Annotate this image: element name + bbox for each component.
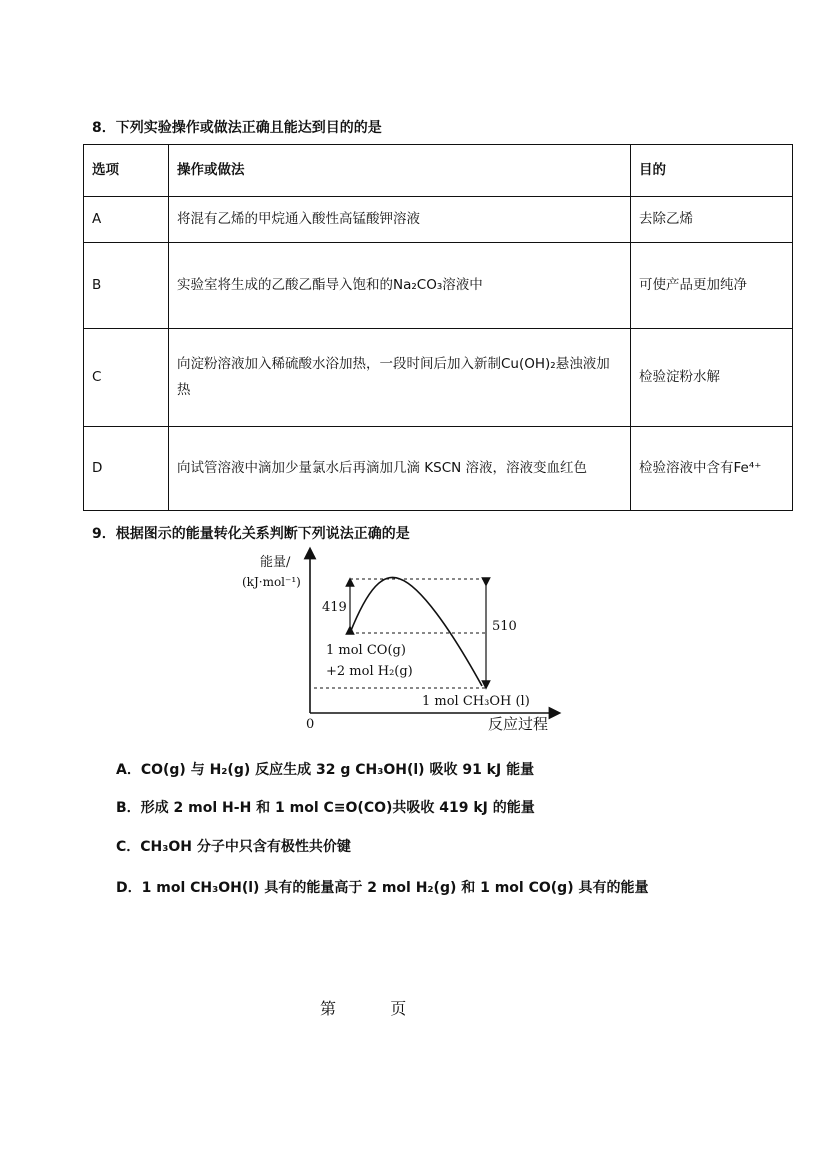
row-option: B [84,243,169,329]
choice-a: A．CO(g) 与 H₂(g) 反应生成 32 g CH₃OH(l) 吸收 91 kJ 能量 [116,762,535,778]
row-operation: 将混有乙烯的甲烷通入酸性高锰酸钾溶液 [169,197,631,243]
table-header-row [84,145,793,197]
page-footer [320,996,440,1019]
choice-b: B．形成 2 mol H-H 和 1 mol C≡O(CO)共吸收 419 kJ 的能量 [116,800,535,816]
y-axis-label-line2: (kJ·mol⁻¹) [242,575,301,589]
question-8-table [83,144,793,511]
origin-label: 0 [306,717,315,732]
row-operation: 向试管溶液中滴加少量氯水后再滴加几滴 KSCN 溶液，溶液变血红色 [169,427,631,511]
left-gap-label: 419 [322,600,347,615]
energy-diagram [242,548,570,733]
footer-right: 页 [390,999,409,1018]
header-option: 选项 [84,145,169,197]
row-option: A [84,197,169,243]
choice-c: C．CH₃OH 分子中只含有极性共价键 [116,839,351,855]
reactant-label-line2: +2 mol H₂(g) [326,664,413,679]
footer-left: 第 [320,999,339,1018]
header-goal: 目的 [631,145,793,197]
row-option: D [84,427,169,511]
row-goal: 检验淀粉水解 [631,329,793,427]
y-axis-label-line1: 能量/ [260,555,291,570]
table-row [84,243,793,329]
x-axis-label: 反应过程 [488,715,549,733]
row-goal: 去除乙烯 [631,197,793,243]
product-label: 1 mol CH₃OH (l) [422,694,530,709]
question-8-title: 8．下列实验操作或做法正确且能达到目的的是 [92,120,382,136]
row-goal: 检验溶液中含有Fe⁴⁺ [631,427,793,511]
row-option: C [84,329,169,427]
table-row [84,197,793,243]
reactant-label-line1: 1 mol CO(g) [326,643,406,658]
row-operation: 实验室将生成的乙酸乙酯导入饱和的Na₂CO₃溶液中 [169,243,631,329]
right-gap-label: 510 [492,619,517,634]
row-operation: 向淀粉溶液加入稀硫酸水浴加热，一段时间后加入新制Cu(OH)₂悬浊液加热 [169,329,631,427]
table-row [84,427,793,511]
table-row [84,329,793,427]
question-9-title: 9．根据图示的能量转化关系判断下列说法正确的是 [92,526,410,542]
row-goal: 可使产品更加纯净 [631,243,793,329]
choice-d: D．1 mol CH₃OH(l) 具有的能量高于 2 mol H₂(g) 和 1 mol CO(g) 具有的能量 [116,880,649,896]
header-operation: 操作或做法 [169,145,631,197]
